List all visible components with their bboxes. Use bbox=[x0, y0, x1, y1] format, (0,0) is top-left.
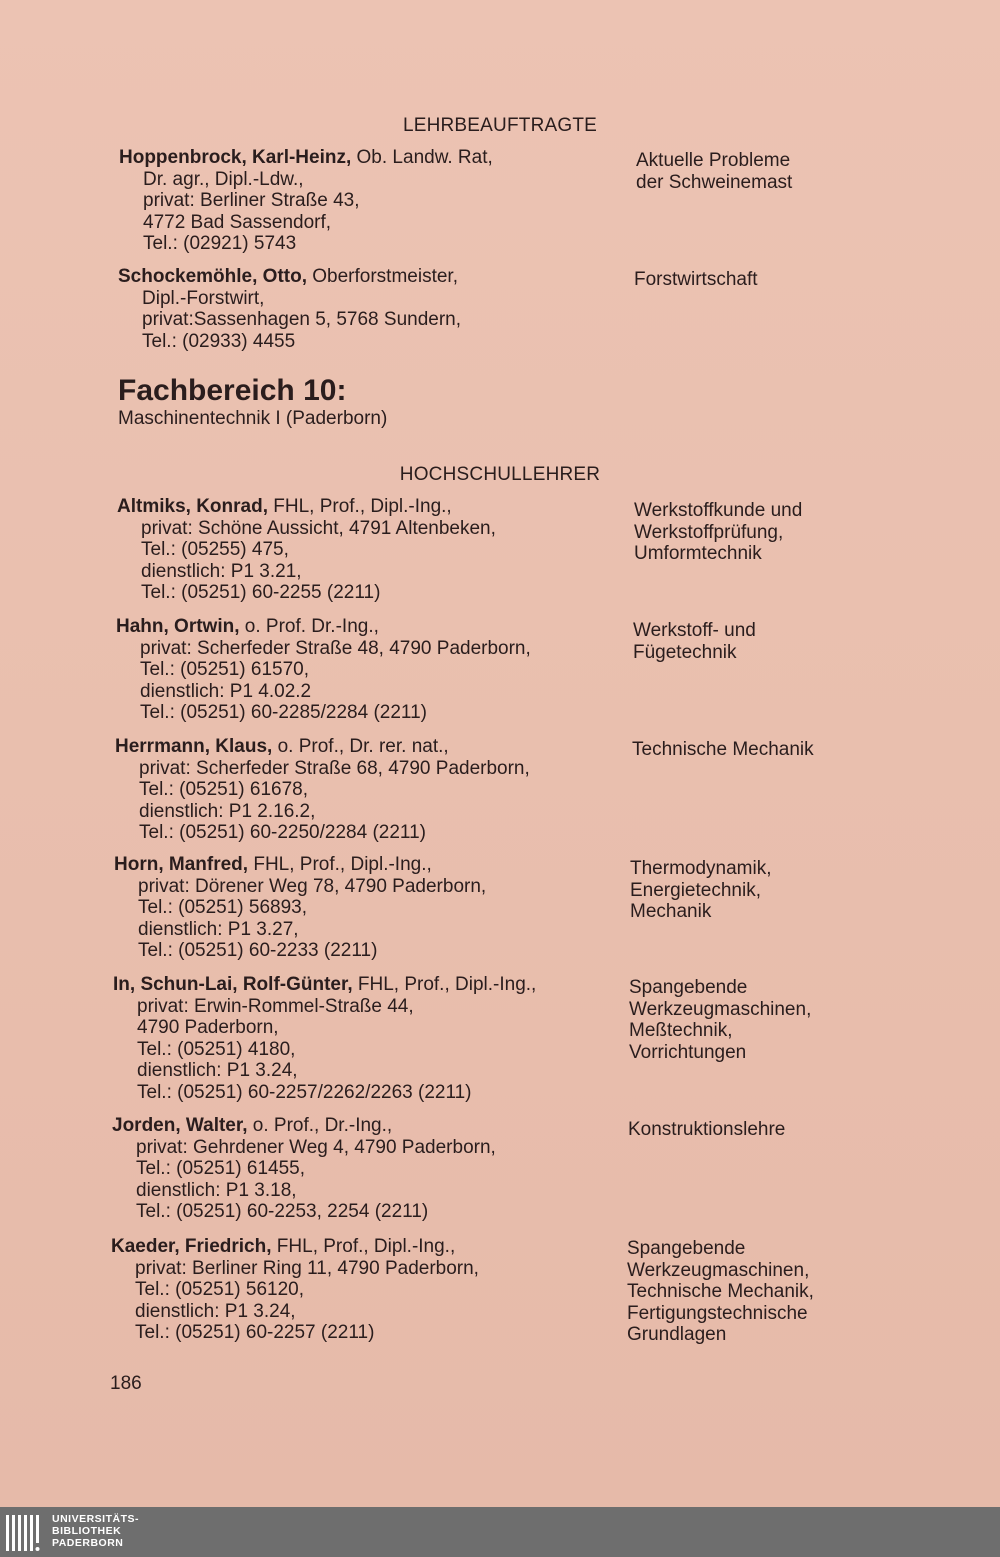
entry-subject bbox=[634, 269, 758, 291]
entry-detail-line: privat: Erwin-Rommel-Straße 44, bbox=[137, 995, 414, 1017]
directory-entry bbox=[112, 1115, 496, 1223]
entry-name: Schockemöhle, Otto, bbox=[118, 266, 307, 287]
entry-header-line bbox=[112, 1115, 496, 1137]
directory-entry bbox=[113, 974, 536, 1103]
entry-name: Hoppenbrock, Karl-Heinz, bbox=[119, 147, 352, 168]
entry-subject-line: Technische Mechanik, bbox=[627, 1281, 814, 1302]
entry-detail-line: 4772 Bad Sassendorf, bbox=[143, 211, 332, 233]
entry-subject-line: Forstwirtschaft bbox=[634, 269, 758, 290]
fachbereich-subtitle: Maschinentechnik I (Paderborn) bbox=[118, 408, 388, 429]
entry-detail-line: dienstlich: P1 3.21, bbox=[141, 560, 302, 582]
entry-header-line bbox=[116, 616, 531, 638]
directory-entry bbox=[114, 854, 486, 962]
entry-title: Ob. Landw. Rat, bbox=[351, 147, 493, 168]
entry-subject-line: Werkzeugmaschinen, bbox=[629, 998, 812, 1020]
library-name-line2: BIBLIOTHEK bbox=[52, 1525, 122, 1537]
entry-subject-line: Technische Mechanik bbox=[632, 739, 814, 760]
entry-subject-line: Thermodynamik, bbox=[630, 858, 772, 879]
directory-entry bbox=[115, 736, 530, 844]
entry-subject-line: Umformtechnik bbox=[634, 543, 762, 564]
entry-title: o. Prof. Dr.-Ing., bbox=[239, 616, 379, 637]
entry-detail-line: Tel.: (02933) 4455 bbox=[142, 330, 296, 352]
entry-subject bbox=[630, 858, 772, 923]
library-name bbox=[52, 1513, 139, 1549]
entry-header-line bbox=[111, 1236, 479, 1258]
entry-title: o. Prof., Dr. rer. nat., bbox=[272, 736, 449, 757]
entry-subject-line: Spangebende bbox=[627, 1238, 746, 1259]
entry-detail-line: privat: Scherfeder Straße 48, 4790 Paderborn, bbox=[140, 637, 531, 659]
entry-name: In, Schun-Lai, Rolf-Günter, bbox=[113, 974, 353, 995]
entry-subject bbox=[632, 739, 814, 761]
entry-detail-line: Tel.: (02921) 5743 bbox=[143, 233, 297, 254]
entry-detail-line: Tel.: (05251) 60-2250/2284 (2211) bbox=[139, 822, 426, 843]
entry-detail-line: dienstlich: P1 3.24, bbox=[135, 1300, 296, 1322]
entry-header-line bbox=[117, 496, 496, 518]
entry-subject-line: Mechanik bbox=[630, 901, 712, 922]
entry-detail-line: privat: Berliner Straße 43, bbox=[143, 190, 360, 211]
directory-entry bbox=[117, 496, 496, 604]
entry-subject bbox=[628, 1119, 785, 1141]
entry-header-line bbox=[113, 974, 536, 996]
entry-detail-line: Tel.: (05251) 60-2285/2284 (2211) bbox=[140, 702, 427, 723]
entry-detail-line: privat: Berliner Ring 11, 4790 Paderborn, bbox=[135, 1257, 479, 1279]
entry-subject bbox=[636, 150, 792, 193]
directory-entry bbox=[116, 616, 531, 724]
entry-subject-line: Fügetechnik bbox=[633, 641, 737, 663]
entry-detail-line: Tel.: (05251) 56120, bbox=[135, 1279, 305, 1300]
library-name-line1: UNIVERSITÄTS- bbox=[52, 1513, 140, 1525]
entry-detail-line: privat: Schöne Aussicht, 4791 Altenbeken, bbox=[141, 517, 496, 539]
entry-subject bbox=[633, 620, 756, 663]
directory-entry bbox=[119, 147, 493, 255]
entry-title: Oberforstmeister, bbox=[306, 266, 458, 287]
entry-title: FHL, Prof., Dipl.-Ing., bbox=[352, 974, 537, 995]
entry-detail-line: 4790 Paderborn, bbox=[137, 1017, 279, 1038]
entry-subject-line: Vorrichtungen bbox=[629, 1041, 747, 1063]
entry-subject-line: Fertigungstechnische bbox=[627, 1302, 808, 1324]
section-heading-hochschullehrer: HOCHSCHULLEHRER bbox=[399, 464, 601, 485]
entry-detail-line: dienstlich: P1 3.27, bbox=[138, 918, 299, 940]
entry-detail-line: Dr. agr., Dipl.-Ldw., bbox=[143, 168, 304, 190]
entry-detail-line: dienstlich: P1 2.16.2, bbox=[139, 800, 316, 822]
entry-subject-line: Werkstoffprüfung, bbox=[634, 521, 784, 543]
entry-detail-line: privat: Dörener Weg 78, 4790 Paderborn, bbox=[138, 875, 487, 897]
entry-subject-line: Werkstoff- und bbox=[633, 620, 756, 641]
entry-title: o. Prof., Dr.-Ing., bbox=[247, 1115, 393, 1136]
entry-detail-line: Tel.: (05251) 61678, bbox=[139, 779, 309, 800]
library-logo-icon bbox=[4, 1513, 44, 1553]
entry-subject-line: Konstruktionslehre bbox=[628, 1119, 786, 1140]
entry-title: FHL, Prof., Dipl.-Ing., bbox=[267, 496, 452, 517]
entry-subject-line: Energietechnik, bbox=[630, 879, 761, 901]
entry-header-line bbox=[115, 736, 530, 758]
entry-name: Jorden, Walter, bbox=[112, 1115, 248, 1136]
entry-detail-line: Tel.: (05251) 60-2257 (2211) bbox=[135, 1322, 375, 1343]
entry-detail-line: Tel.: (05251) 61570, bbox=[140, 659, 310, 680]
directory-entry bbox=[118, 266, 461, 352]
entry-detail-line: privat: Scherfeder Straße 68, 4790 Paderborn, bbox=[139, 757, 530, 779]
entry-detail-line: dienstlich: P1 3.24, bbox=[137, 1060, 298, 1081]
entry-header-line bbox=[114, 854, 486, 876]
entry-detail-line: Tel.: (05251) 60-2253, 2254 (2211) bbox=[136, 1201, 429, 1222]
entry-subject bbox=[627, 1238, 814, 1346]
entry-detail-line: privat:Sassenhagen 5, 5768 Sundern, bbox=[142, 309, 462, 330]
entry-detail-line: Tel.: (05251) 61455, bbox=[136, 1158, 306, 1179]
entry-detail-line: privat: Gehrdener Weg 4, 4790 Paderborn, bbox=[136, 1136, 496, 1158]
library-name-line3: PADERBORN bbox=[52, 1537, 124, 1549]
entry-name: Horn, Manfred, bbox=[114, 854, 249, 875]
entry-detail-line: Tel.: (05251) 60-2255 (2211) bbox=[141, 582, 381, 603]
entry-subject-line: Aktuelle Probleme bbox=[636, 150, 791, 171]
entry-detail-line: Dipl.-Forstwirt, bbox=[142, 287, 265, 309]
entry-detail-line: Tel.: (05251) 60-2257/2262/2263 (2211) bbox=[137, 1081, 472, 1103]
entry-name: Hahn, Ortwin, bbox=[116, 616, 240, 637]
entry-title: FHL, Prof., Dipl.-Ing., bbox=[271, 1236, 456, 1257]
entry-detail-line: Tel.: (05251) 4180, bbox=[137, 1038, 296, 1060]
entry-detail-line: Tel.: (05251) 56893, bbox=[138, 897, 308, 918]
entry-subject-line: Meßtechnik, bbox=[629, 1020, 733, 1041]
library-footer bbox=[0, 1507, 1000, 1557]
entry-title: FHL, Prof., Dipl.-Ing., bbox=[248, 854, 432, 875]
entry-subject-line: Werkzeugmaschinen, bbox=[627, 1259, 810, 1281]
entry-detail-line: Tel.: (05255) 475, bbox=[141, 539, 289, 560]
page-number: 186 bbox=[110, 1373, 142, 1394]
entry-detail-line: dienstlich: P1 4.02.2 bbox=[140, 680, 312, 702]
entry-name: Altmiks, Konrad, bbox=[117, 496, 268, 517]
entry-detail-line: dienstlich: P1 3.18, bbox=[136, 1179, 297, 1201]
entry-subject-line: Grundlagen bbox=[627, 1324, 727, 1345]
section-heading-lehrbeauftragte: LEHRBEAUFTRAGTE bbox=[402, 115, 598, 136]
entry-subject bbox=[629, 977, 811, 1063]
entry-subject-line: Spangebende bbox=[629, 977, 748, 998]
entry-name: Herrmann, Klaus, bbox=[115, 736, 273, 757]
directory-entry bbox=[111, 1236, 479, 1344]
entry-header-line bbox=[118, 266, 461, 288]
entry-name: Kaeder, Friedrich, bbox=[111, 1236, 272, 1257]
entry-subject bbox=[634, 500, 802, 565]
entry-header-line bbox=[119, 147, 493, 169]
entry-subject-line: Werkstoffkunde und bbox=[634, 500, 803, 521]
entry-subject-line: der Schweinemast bbox=[636, 171, 793, 193]
fachbereich-title: Fachbereich 10: bbox=[118, 374, 347, 407]
entry-detail-line: Tel.: (05251) 60-2233 (2211) bbox=[138, 940, 378, 961]
